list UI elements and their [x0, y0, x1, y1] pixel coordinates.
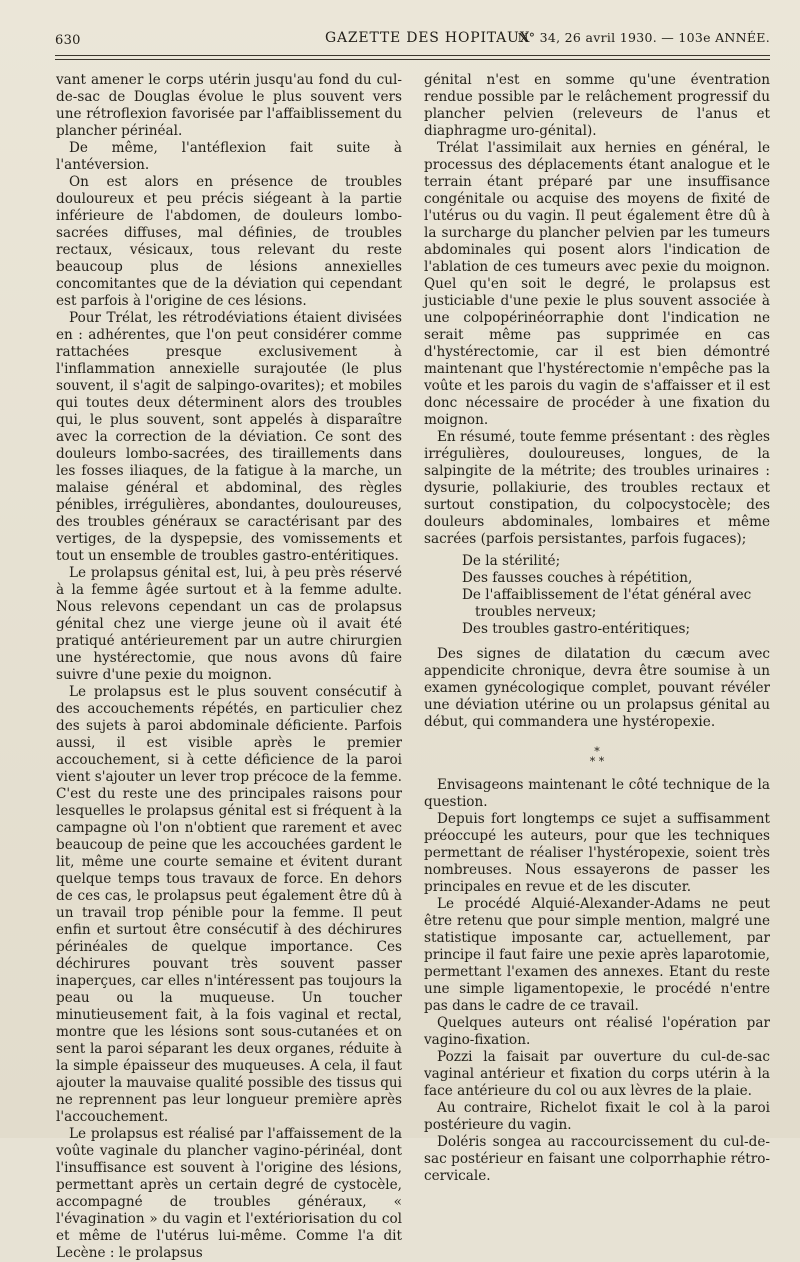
paragraph: Envisageons maintenant le côté technique de la question.: [424, 777, 770, 810]
section-break-asterism: * * *: [589, 745, 605, 768]
list-item: Des troubles gastro-entéritiques;: [462, 621, 691, 637]
journal-title: GAZETTE DES HOPITAUX: [325, 30, 531, 46]
paragraph: génital n'est en somme qu'une éventration rendue possible par le relâchement progressif du plancher pelvien (releveurs de l'anus et diaphragme uro-génital).: [424, 72, 770, 139]
right-column: [424, 72, 770, 1185]
header-rule: [55, 59, 770, 60]
list-item: Des fausses couches à répétition,: [462, 570, 693, 586]
paragraph: Pour Trélat, les rétrodéviations étaient divisées en : adhérentes, que l'on peut considérer comme rattachées presque exclusivement à l'inflammation annexielle surajoutée (le plus souvent, il s'agit de salpingo-ovarites); et mobiles qui toutes deux déterminent alors des troubles qui, le plus souvent, sont appelés à disparaître avec la correction de la déviation. Ce sont des douleurs lombo-sacrées, des tiraillements dans les fosses iliaques, de la fatigue à la marche, un malaise général et abdominal, des règles pénibles, irrégulières, abondantes, douloureuses, des troubles généraux se caractérisant par des vertiges, de la dyspepsie, des vomissements et tout un ensemble de troubles gastro-entéritiques.: [56, 310, 402, 564]
paragraph: De même, l'antéflexion fait suite à l'antéversion.: [56, 140, 402, 173]
paragraph: Le prolapsus est le plus souvent consécutif à des accouchements répétés, en particulier chez des sujets à paroi abdominale déficiente. Parfois aussi, il est visible après le premier accouchement, si à cette déficience de la paroi vient s'ajouter un lever trop précoce de la femme. C'est du reste une des principales raisons pour lesquelles le prolapsus génital est si fréquent à la campagne où l'on n'obtient que rarement et avec beaucoup de peine que les accouchées gardent le lit, même une courte semaine et évitent durant quelque temps tous travaux de force. En dehors de ces cas, le prolapsus peut également être dû à un travail trop pénible pour la femme. Il peut enfin et surtout être consécutif à des déchirures périnéales de quelque importance. Ces déchirures pouvant très souvent passer inaperçues, car elles n'intéressent pas toujours la peau ou la muqueuse. Un toucher minutieusement fait, à la fois vaginal et rectal, montre que les lésions sont sous-cutanées et on sent la paroi séparant les deux organes, réduite à la simple épaisseur des muqueuses. A cela, il faut ajouter la mauvaise qualité possible des tissus qui ne reprennent pas leur longueur première après l'accouchement.: [56, 684, 402, 1125]
list-item: troubles nerveux;: [475, 604, 597, 620]
list-item: De l'affaiblissement de l'état général avec: [462, 587, 752, 603]
paragraph: Au contraire, Richelot fixait le col à la paroi postérieure du vagin.: [424, 1100, 770, 1133]
paragraph: Le prolapsus génital est, lui, à peu près réservé à la femme âgée surtout et à la femme adulte. Nous relevons cependant un cas de prolapsus génital chez une vierge jeune où il avait été pratiqué antérieurement par un autre chirurgien une hystérectomie, que nous avons dû faire suivre d'une pexie du moignon.: [56, 565, 402, 683]
paragraph: On est alors en présence de troubles douloureux et peu précis siégeant à la partie inférieure de l'abdomen, de douleurs lombo-sacrées diffuses, mal définies, de troubles rectaux, vésicaux, tous relevant du reste beaucoup plus de lésions annexielles concomitantes que de la déviation qui cependant est parfois à l'origine de ces lésions.: [56, 174, 402, 309]
header-rule: [55, 55, 770, 56]
paragraph: Trélat l'assimilait aux hernies en général, le processus des déplacements étant analogue et le terrain étant préparé par une insuffisance congénitale ou acquise des moyens de fixité de l'utérus ou du vagin. Il peut également être dû à la surcharge du plancher pelvien par les tumeurs abdominales qui posent alors l'indication de l'ablation de ces tumeurs avec pexie du moignon. Quel qu'en soit le degré, le prolapsus est justiciable d'une pexie le plus souvent associée à une colpopérinéorraphie dont l'indication ne serait même pas supprimée en cas d'hystérectomie, car il est bien démontré maintenant que l'hystérectomie n'empêche pas la voûte et les parois du vagin de s'affaisser et il est donc nécessaire de procéder à une fixation du moignon.: [424, 140, 770, 428]
paragraph: Quelques auteurs ont réalisé l'opération par vagino-fixation.: [424, 1015, 770, 1048]
page-header: [55, 30, 770, 52]
paragraph: Depuis fort longtemps ce sujet a suffisamment préoccupé les auteurs, pour que les techniques permettant de réaliser l'hystéropexie, soient très nombreuses. Nous essayerons de passer les principales en revue et de les discuter.: [424, 811, 770, 895]
paragraph: Le procédé Alquié-Alexander-Adams ne peut être retenu que pour simple mention, malgré une statistique imposante car, actuellement, par principe il faut faire une pexie après laparotomie, permettant l'examen des annexes. Etant du reste une simple ligamentopexie, le procédé n'entre pas dans le cadre de ce travail.: [424, 896, 770, 1014]
paragraph: Le prolapsus est réalisé par l'affaissement de la voûte vaginale du plancher vagino-périnéal, dont l'insuffisance est souvent à l'origine des lésions, permettant après un certain degré de cystocèle, accompagné de troubles généraux, « l'évagination » du vagin et l'extériorisation du col et même de l'utérus lui-même. Comme l'a dit Lecène : le prolapsus: [56, 1126, 402, 1261]
symptom-list: [424, 553, 770, 638]
left-column: [56, 72, 402, 1262]
page-number: 630: [55, 33, 81, 48]
paragraph: Des signes de dilatation du cæcum avec appendicite chronique, devra être soumise à un examen gynécologique complet, pouvant révéler une déviation utérine ou un prolapsus génital au début, qui commandera une hystéropexie.: [424, 646, 770, 730]
paragraph: En résumé, toute femme présentant : des règles irrégulières, douloureuses, longues, de la salpingite de la métrite; des troubles urinaires : dysurie, pollakiurie, des troubles rectaux et surtout constipation, du colpocystocèle; des douleurs abdominales, lombaires et même sacrées (parfois persistantes, parfois fugaces);: [424, 429, 770, 547]
issue-info: N° 34, 26 avril 1930. — 103e ANNÉE.: [517, 30, 770, 45]
paragraph: vant amener le corps utérin jusqu'au fond du cul-de-sac de Douglas évolue le plus souvent vers une rétroflexion favorisée par l'affaiblissement du plancher périnéal.: [56, 72, 402, 139]
paragraph: Pozzi la faisait par ouverture du cul-de-sac vaginal antérieur et fixation du corps utérin à la face antérieure du col ou aux lèvres de la plaie.: [424, 1049, 770, 1099]
paragraph: Doléris songea au raccourcissement du cul-de-sac postérieur en faisant une colporrhaphie rétro-cervicale.: [424, 1134, 770, 1184]
list-item: De la stérilité;: [462, 553, 561, 569]
